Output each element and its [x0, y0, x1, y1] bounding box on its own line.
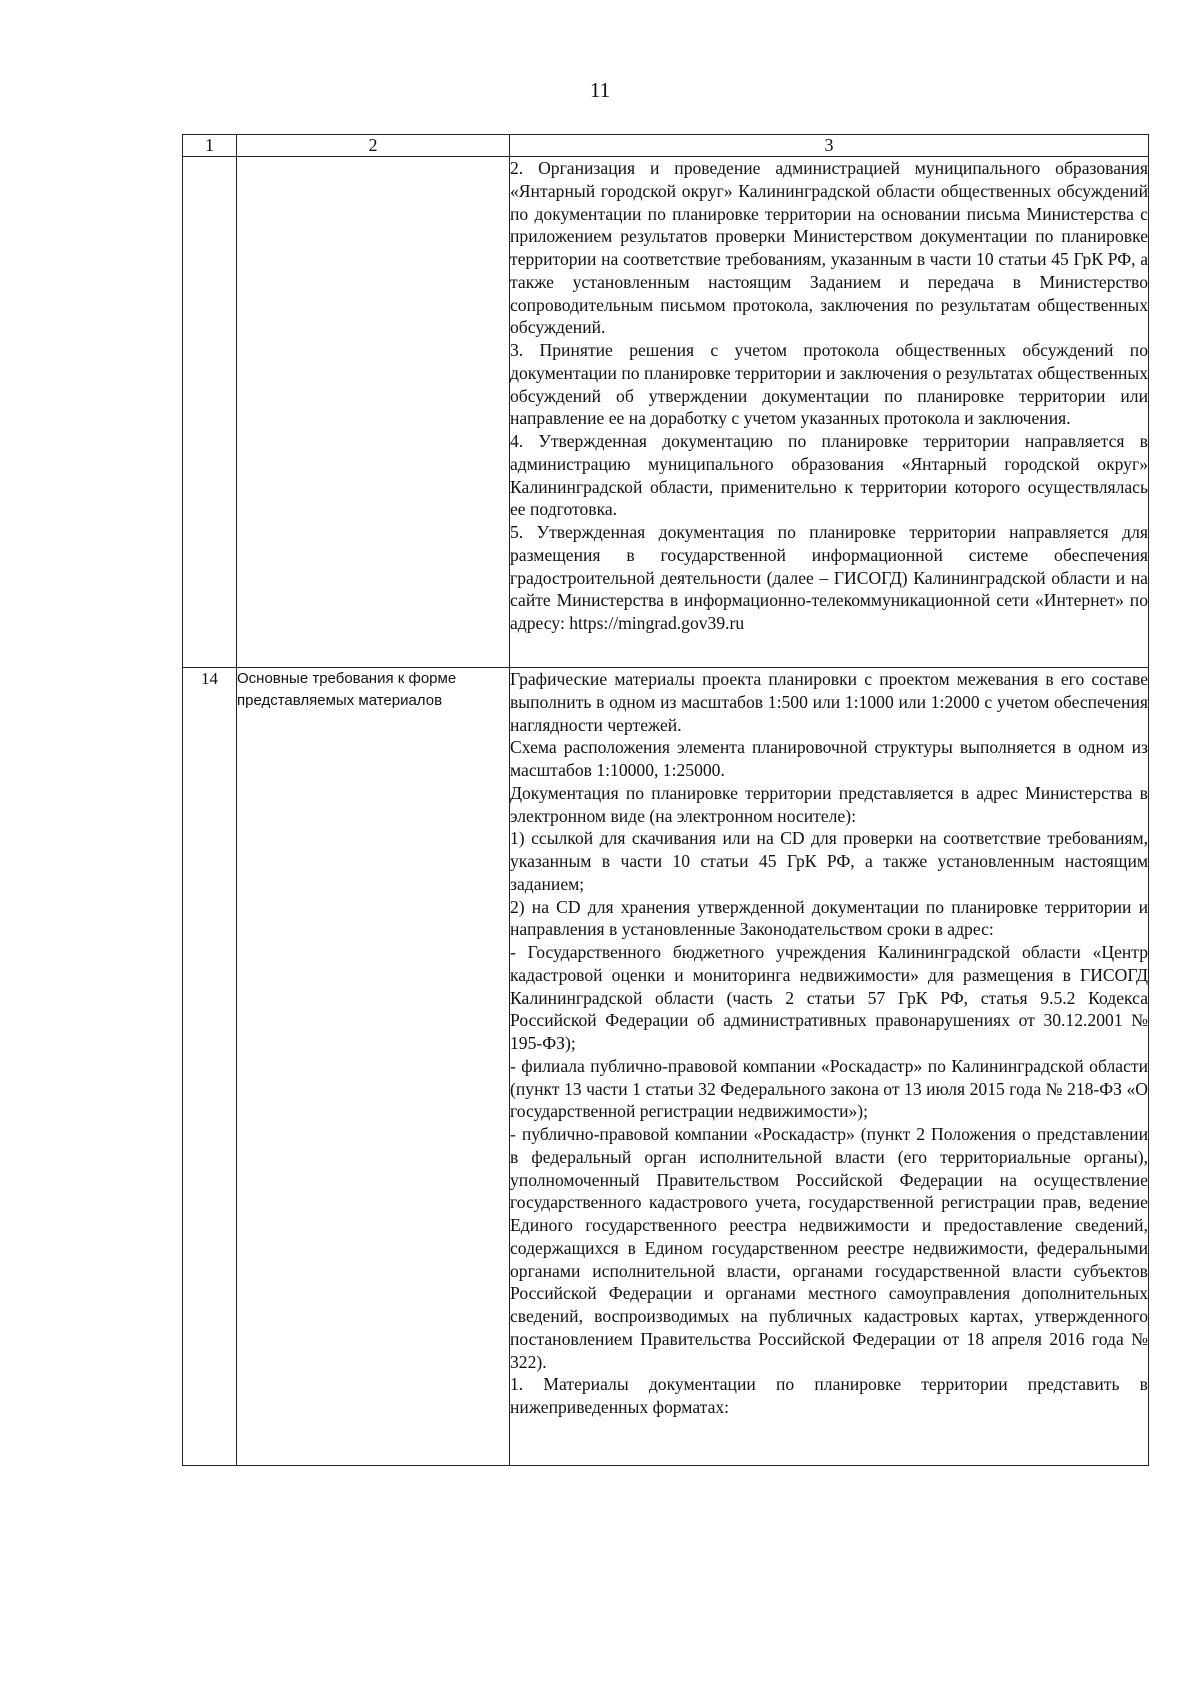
header-cell: 2 [237, 135, 510, 157]
page-number: 11 [589, 78, 611, 102]
header-cell: 3 [510, 135, 1149, 157]
paragraph: Схема расположения элемента планировочной структуры выполняется в одном из масштабов 1:10000, 1:25000. [510, 737, 1148, 780]
table-header-row [183, 135, 1149, 157]
paragraph: 1) ссылкой для скачивания или на CD для проверки на соответствие требованиям, указанным в части 10 статьи 45 ГрК РФ, а также установленным настоящим заданием; [510, 828, 1148, 894]
paragraph: 5. Утвержденная документация по планировке территории направляется для размещения в государственной информационной системе обеспечения градостроительной деятельности (далее – ГИСОГД) Калининградской области и на сайте Министерства в информационно-телекоммуникационной сети «Интернет» по адресу: https://mingrad.gov39.ru [510, 522, 1148, 633]
paragraph: 2. Организация и проведение администрацией муниципального образования «Янтарный городской округ» Калининградской области общественных обсуждений по документации по планировке территории на основании письма Министерства с приложением результатов проверки Министерством документации по планировке территории на соответствие требованиям, указанным в части 10 статьи 45 ГрК РФ, а также установленным настоящим Заданием и передача в Министерство сопроводительным письмом протокола, заключения по результатам общественных обсуждений. [510, 158, 1148, 338]
paragraph: Графические материалы проекта планировки с проектом межевания в его составе выполнить в одном из масштабов 1:500 или 1:1000 или 1:2000 с учетом обеспечения наглядности чертежей. [510, 669, 1148, 735]
table-row [183, 668, 1149, 1466]
paragraph: - филиала публично-правовой компании «Роскадастр» по Калининградской области (пункт 13 части 1 статьи 32 Федерального закона от 13 июля 2015 года № 218-ФЗ «О государственной регистрации недвижимости»); [510, 1055, 1148, 1122]
paragraph: Документация по планировке территории представляется в адрес Министерства в электронном виде (на электронном носителе): [510, 782, 1148, 826]
paragraph: - публично-правовой компании «Роскадастр» (пункт 2 Положения о представлении в федеральный орган исполнительной власти (его территориальные органы), уполномоченный Правительством Российской Федерации на осуществление государственного кадастрового учета, государственной регистрации прав, ведение Единого государственного реестра недвижимости и предоставление сведений, содержащихся в Едином государственном реестре недвижимости, федеральными органами исполнительной власти, органами государственной власти субъектов Российской Федерации и органами местного самоуправления дополнительных сведений, воспроизводимых на публичных кадастровых картах, утвержденного постановлением Правительства Российской Федерации от 18 апреля 2016 года № 322). [510, 1124, 1148, 1372]
paragraph: 3. Принятие решения с учетом протокола общественных обсуждений по документации по планировке территории и заключения о результатах общественных обсуждений об утверждении документации по планировке территории или направление ее на доработку с учетом указанных протокола и заключения. [510, 340, 1148, 429]
paragraph: 1. Материалы документации по планировке территории представить в нижеприведенных форматах: [510, 1374, 1148, 1417]
paragraph: - Государственного бюджетного учреждения Калининградской области «Центр кадастровой оценки и мониторинга недвижимости» для размещения в ГИСОГД Калининградской области (часть 2 статьи 57 ГрК РФ, статья 9.5.2 Кодекса Российской Федерации об административных правонарушениях от 30.12.2001 № 195-ФЗ); [510, 942, 1148, 1053]
header-cell: 1 [183, 135, 237, 157]
paragraph: 2) на CD для хранения утвержденной документации по планировке территории и направления в установленные Законодательством сроки в адрес: [510, 896, 1148, 940]
table-row [183, 157, 1149, 668]
paragraph: 4. Утвержденная документацию по планировке территории направляется в администрацию муниципального образования «Янтарный городской округ» Калининградской области, применительно к территории которого осуществлялась ее подготовка. [510, 431, 1148, 520]
row-title-cell: Основные требования к форме представляемых материалов [237, 668, 510, 1466]
row-number-cell: 14 [183, 668, 237, 1466]
row-number-cell [183, 157, 237, 668]
row-content-cell [510, 668, 1149, 1466]
row-title-cell [237, 157, 510, 668]
row-content-cell [510, 157, 1149, 668]
requirements-table [182, 134, 1149, 1466]
